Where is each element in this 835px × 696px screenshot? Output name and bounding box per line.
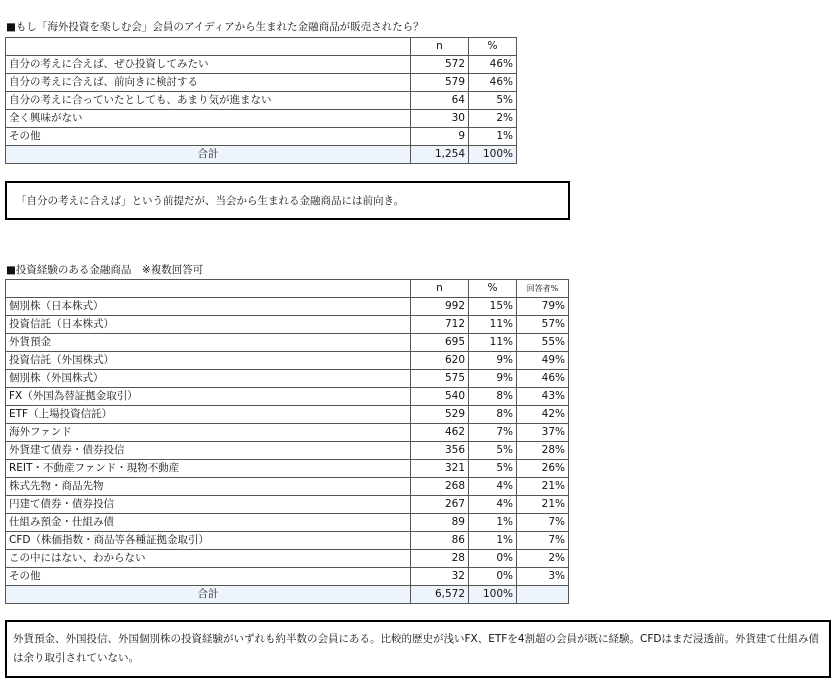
table-row	[6, 550, 569, 568]
table-row	[6, 568, 569, 586]
total-label: 合計	[6, 586, 411, 604]
table-row	[6, 370, 569, 388]
table-row	[6, 92, 517, 110]
table-row	[6, 298, 569, 316]
survey2-title: ■投資経験のある金融商品 ※複数回答可	[6, 264, 204, 276]
row-pct: 46%	[469, 56, 517, 74]
row-pct: 8%	[469, 406, 517, 424]
row-n: 321	[411, 460, 469, 478]
row-label: FX（外国為替証拠金取引）	[6, 388, 411, 406]
row-label: ETF（上場投資信託）	[6, 406, 411, 424]
row-label: 投資信託（外国株式）	[6, 352, 411, 370]
table-row	[6, 74, 517, 92]
row-pct: 1%	[469, 514, 517, 532]
row-respondent-pct: 43%	[517, 388, 569, 406]
row-n: 32	[411, 568, 469, 586]
table-row	[6, 128, 517, 146]
survey1-title: ■もし「海外投資を楽しむ会」会員のアイディアから生まれた金融商品が販売されたら？	[6, 21, 424, 33]
row-label: その他	[6, 568, 411, 586]
total-row	[6, 146, 517, 164]
table-row	[6, 406, 569, 424]
row-pct: 4%	[469, 478, 517, 496]
table-row	[6, 316, 569, 334]
row-pct: 15%	[469, 298, 517, 316]
row-label: 自分の考えに合えば、前向きに検討する	[6, 74, 411, 92]
row-pct: 9%	[469, 370, 517, 388]
row-label: 外貨建て債券・債券投信	[6, 442, 411, 460]
table-row	[6, 514, 569, 532]
row-n: 89	[411, 514, 469, 532]
row-label: その他	[6, 128, 411, 146]
table-row	[6, 532, 569, 550]
survey2-note	[5, 620, 831, 678]
row-respondent-pct: 7%	[517, 514, 569, 532]
row-respondent-pct: 7%	[517, 532, 569, 550]
row-pct: 7%	[469, 424, 517, 442]
table-row	[6, 334, 569, 352]
row-n: 620	[411, 352, 469, 370]
row-pct: 0%	[469, 568, 517, 586]
row-n: 579	[411, 74, 469, 92]
row-label: 自分の考えに合えば、ぜひ投資してみたい	[6, 56, 411, 74]
header-pct: %	[469, 280, 517, 298]
row-pct: 1%	[469, 532, 517, 550]
row-n: 64	[411, 92, 469, 110]
row-n: 9	[411, 128, 469, 146]
row-label: 個別株（外国株式）	[6, 370, 411, 388]
header-label-cell	[6, 38, 411, 56]
row-pct: 8%	[469, 388, 517, 406]
row-n: 540	[411, 388, 469, 406]
row-pct: 11%	[469, 316, 517, 334]
total-n: 6,572	[411, 586, 469, 604]
survey1-table	[5, 37, 517, 164]
row-n: 992	[411, 298, 469, 316]
table-row	[6, 388, 569, 406]
header-pct: %	[469, 38, 517, 56]
survey1-note	[5, 181, 570, 220]
total-label: 合計	[6, 146, 411, 164]
table-row	[6, 110, 517, 128]
row-label: CFD（株価指数・商品等各種証拠金取引）	[6, 532, 411, 550]
row-label: 自分の考えに合っていたとしても、あまり気が進まない	[6, 92, 411, 110]
row-n: 356	[411, 442, 469, 460]
header-label-cell	[6, 280, 411, 298]
row-pct: 1%	[469, 128, 517, 146]
row-respondent-pct: 3%	[517, 568, 569, 586]
row-respondent-pct: 21%	[517, 478, 569, 496]
row-respondent-pct: 28%	[517, 442, 569, 460]
table-row	[6, 56, 517, 74]
header-n: n	[411, 280, 469, 298]
row-label: 円建て債券・債券投信	[6, 496, 411, 514]
row-label: 仕組み預金・仕組み債	[6, 514, 411, 532]
row-respondent-pct: 37%	[517, 424, 569, 442]
survey2-note-text: 外貨預金、外国投信、外国個別株の投資経験がいずれも約半数の会員にある。比較的歴史が浅いFX、ETFを4割超の会員が既に経験。CFDはまだ浸透前。外貨建て仕組み債は余り取引されていない。	[13, 633, 819, 664]
row-label: この中にはない、わからない	[6, 550, 411, 568]
table-header-row	[6, 280, 569, 298]
row-pct: 2%	[469, 110, 517, 128]
header-n: n	[411, 38, 469, 56]
row-n: 30	[411, 110, 469, 128]
row-n: 572	[411, 56, 469, 74]
total-pct: 100%	[469, 586, 517, 604]
total-row	[6, 586, 569, 604]
row-respondent-pct: 21%	[517, 496, 569, 514]
row-label: 株式先物・商品先物	[6, 478, 411, 496]
table-header-row	[6, 38, 517, 56]
table-row	[6, 352, 569, 370]
table-row	[6, 460, 569, 478]
row-respondent-pct: 57%	[517, 316, 569, 334]
table-row	[6, 442, 569, 460]
row-label: 全く興味がない	[6, 110, 411, 128]
row-n: 28	[411, 550, 469, 568]
row-n: 529	[411, 406, 469, 424]
table-row	[6, 478, 569, 496]
row-label: 海外ファンド	[6, 424, 411, 442]
row-pct: 5%	[469, 92, 517, 110]
row-pct: 46%	[469, 74, 517, 92]
row-label: 外貨預金	[6, 334, 411, 352]
row-respondent-pct: 49%	[517, 352, 569, 370]
row-pct: 5%	[469, 442, 517, 460]
row-respondent-pct: 42%	[517, 406, 569, 424]
row-pct: 4%	[469, 496, 517, 514]
table-row	[6, 424, 569, 442]
row-pct: 11%	[469, 334, 517, 352]
row-pct: 9%	[469, 352, 517, 370]
row-respondent-pct: 26%	[517, 460, 569, 478]
row-n: 268	[411, 478, 469, 496]
total-pct: 100%	[469, 146, 517, 164]
row-respondent-pct: 2%	[517, 550, 569, 568]
header-respondent-pct: 回答者%	[517, 280, 569, 298]
total-respondent-pct	[517, 586, 569, 604]
row-n: 695	[411, 334, 469, 352]
row-pct: 5%	[469, 460, 517, 478]
row-pct: 0%	[469, 550, 517, 568]
row-label: REIT・不動産ファンド・現物不動産	[6, 460, 411, 478]
row-n: 575	[411, 370, 469, 388]
row-n: 462	[411, 424, 469, 442]
row-label: 投資信託（日本株式）	[6, 316, 411, 334]
row-respondent-pct: 79%	[517, 298, 569, 316]
survey1-note-text: 「自分の考えに合えば」という前提だが、当会から生まれる金融商品には前向き。	[16, 195, 405, 207]
row-label: 個別株（日本株式）	[6, 298, 411, 316]
row-respondent-pct: 46%	[517, 370, 569, 388]
row-n: 712	[411, 316, 469, 334]
total-n: 1,254	[411, 146, 469, 164]
row-n: 86	[411, 532, 469, 550]
table-row	[6, 496, 569, 514]
row-n: 267	[411, 496, 469, 514]
row-respondent-pct: 55%	[517, 334, 569, 352]
survey2-table	[5, 279, 569, 604]
